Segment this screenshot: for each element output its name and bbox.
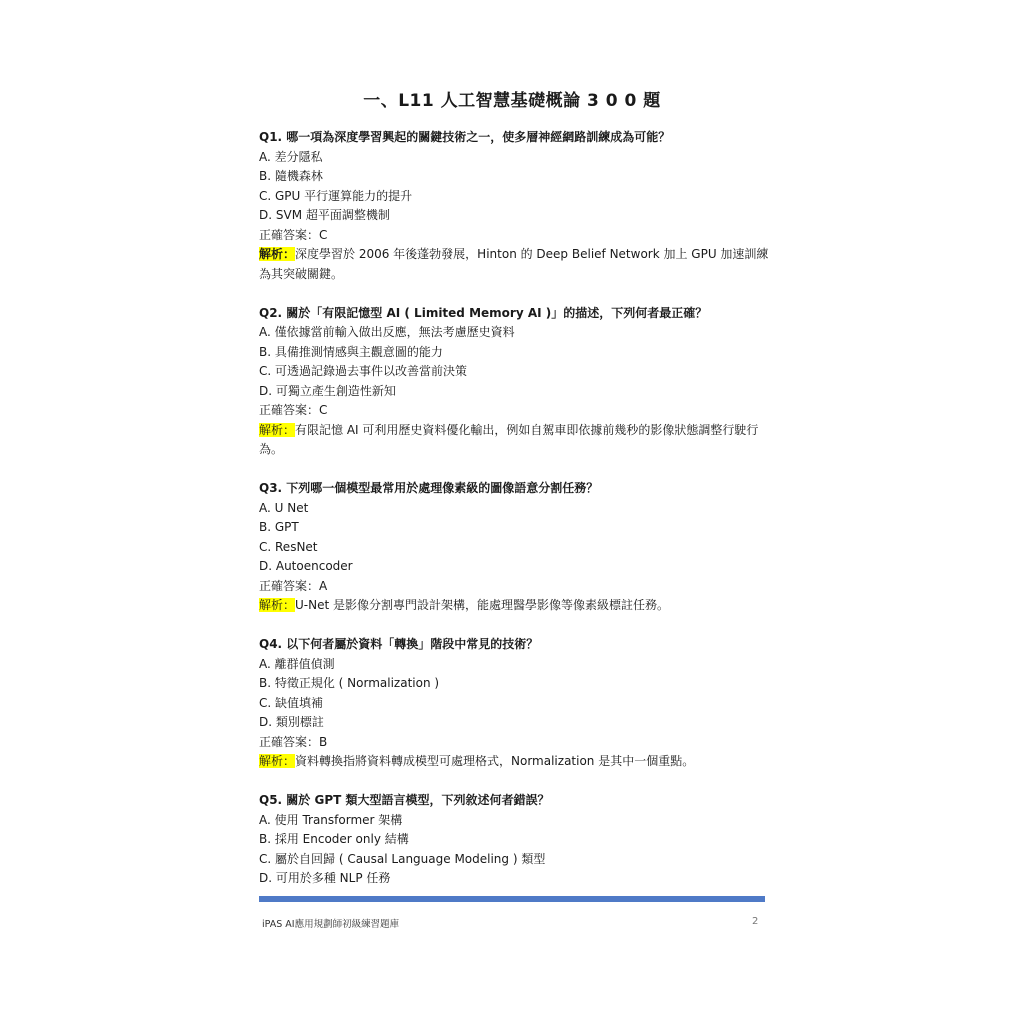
explanation-text: U-Net 是影像分割專門設計架構，能處理醫學影像等像素級標註任務。 bbox=[295, 598, 670, 612]
explanation-label: 解析： bbox=[259, 247, 296, 261]
question-block-1 bbox=[259, 128, 769, 284]
question-text: Q2. 關於「有限記憶型 AI ( Limited Memory AI )」的描述，下列何者最正確？ bbox=[259, 305, 708, 320]
answer: 正確答案：C bbox=[259, 403, 328, 417]
option-b: B. 採用 Encoder only 結構 bbox=[259, 832, 409, 846]
option-b: B. GPT bbox=[259, 520, 299, 534]
option-b: B. 隨機森林 bbox=[259, 169, 323, 183]
option-a: A. 使用 Transformer 架構 bbox=[259, 812, 403, 827]
option-a: A. U Net bbox=[259, 500, 309, 515]
answer: 正確答案：C bbox=[259, 227, 328, 242]
page-number: 2 bbox=[752, 916, 759, 927]
option-c: C. ResNet bbox=[259, 539, 318, 554]
question-block-2 bbox=[259, 304, 769, 460]
question-text: Q3. 下列哪一個模型最常用於處理像素級的圖像語意分割任務？ bbox=[259, 481, 599, 495]
explanation bbox=[259, 596, 769, 616]
footer-divider bbox=[259, 896, 765, 902]
explanation bbox=[259, 421, 769, 460]
option-d: D. SVM 超平面調整機制 bbox=[259, 208, 390, 222]
answer: 正確答案：A bbox=[259, 578, 328, 593]
explanation bbox=[259, 245, 769, 284]
option-d: D. 可用於多種 NLP 任務 bbox=[259, 871, 391, 885]
explanation-text: 資料轉換指將資料轉成模型可處理格式，Normalization 是其中一個重點。 bbox=[295, 754, 695, 768]
option-a: A. 差分隱私 bbox=[259, 149, 323, 164]
option-d: D. 類別標註 bbox=[259, 715, 324, 729]
option-d: D. 可獨立產生創造性新知 bbox=[259, 383, 396, 398]
explanation-label: 解析： bbox=[259, 422, 296, 437]
option-c: C. GPU 平行運算能力的提升 bbox=[259, 188, 413, 203]
option-c: C. 可透過記錄過去事件以改善當前決策 bbox=[259, 364, 468, 378]
explanation-text: 有限記憶 AI 可利用歷史資料優化輸出，例如自駕車即依據前幾秒的影像狀態調整行駛行為。 bbox=[259, 422, 759, 456]
question-list bbox=[259, 128, 769, 889]
option-d: D. Autoencoder bbox=[259, 559, 353, 573]
footer-title: iPAS AI應用規劃師初級練習題庫 bbox=[262, 919, 400, 930]
question-text: Q1. 哪一項為深度學習興起的關鍵技術之一，使多層神經網路訓練成為可能？ bbox=[259, 130, 671, 144]
explanation-label: 解析： bbox=[259, 598, 296, 612]
question-block-5 bbox=[259, 791, 769, 889]
option-c: C. 屬於自回歸 ( Causal Language Modeling ) 類型 bbox=[259, 851, 546, 866]
explanation-label: 解析： bbox=[259, 754, 296, 768]
option-b: B. 具備推測情感與主觀意圖的能力 bbox=[259, 344, 443, 359]
question-block-4 bbox=[259, 635, 769, 772]
explanation bbox=[259, 752, 769, 772]
option-a: A. 離群值偵測 bbox=[259, 656, 335, 671]
question-text: Q5. 關於 GPT 類大型語言模型，下列敘述何者錯誤？ bbox=[259, 793, 550, 807]
question-block-3 bbox=[259, 479, 769, 616]
option-a: A. 僅依據當前輸入做出反應，無法考慮歷史資料 bbox=[259, 325, 515, 339]
option-b: B. 特徵正規化 ( Normalization ) bbox=[259, 676, 440, 690]
option-c: C. 缺值填補 bbox=[259, 695, 324, 710]
question-text: Q4. 以下何者屬於資料「轉換」階段中常見的技術？ bbox=[259, 637, 539, 651]
page-title: 一、L11 人工智慧基礎概論 3 0 0 題 bbox=[363, 91, 661, 111]
answer: 正確答案：B bbox=[259, 734, 328, 749]
explanation-text: 深度學習於 2006 年後蓬勃發展，Hinton 的 Deep Belief Network 加上 GPU 加速訓練為其突破關鍵。 bbox=[259, 247, 769, 281]
